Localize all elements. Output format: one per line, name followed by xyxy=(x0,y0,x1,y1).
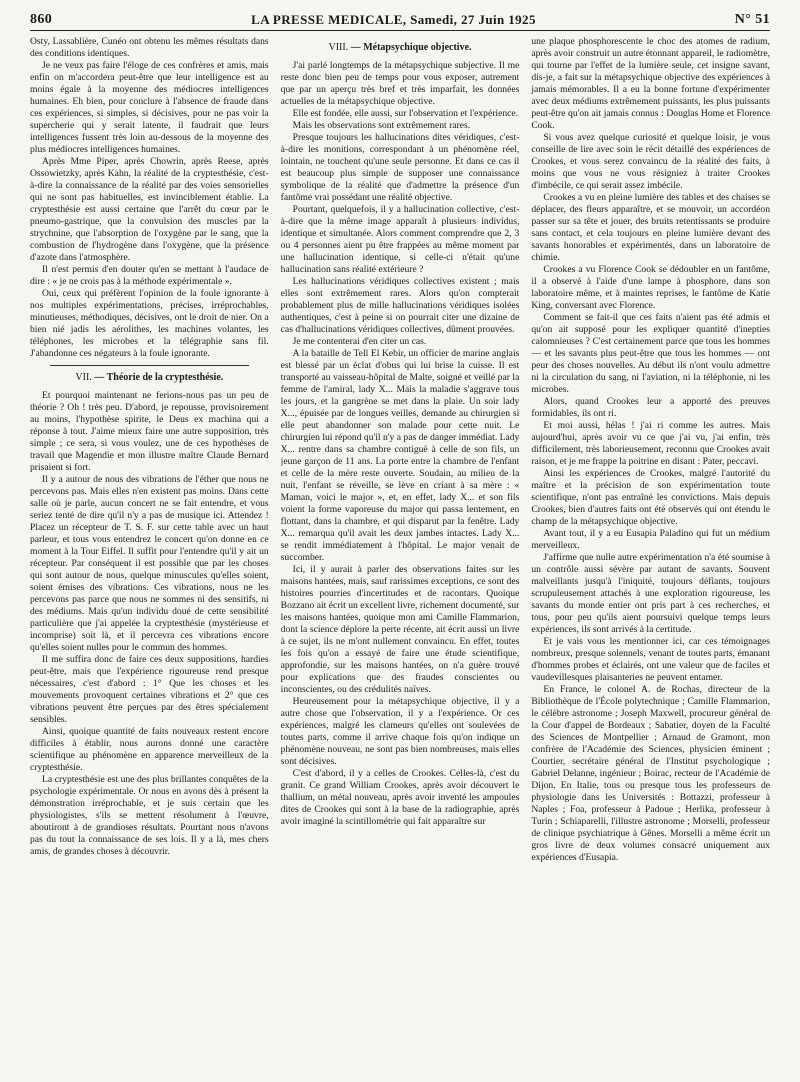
paragraph: Je ne veux pas faire l'éloge de ces confrères et amis, mais enfin on m'accordera peut-être que leur intelligence est au moins égale à la moyenne des médiocres intelligences humaines. Eh bien, pour conclure à l'absence de fraude dans ces expériences, si simples, si décisives, pour ne pas voir la supercherie qui y serait latente, il faudrait que leurs intelligences fussent très loin au-dessous de la moyenne des plus médiocres intelligences humaines. xyxy=(30,60,269,155)
section-heading-viii xyxy=(281,42,520,54)
paragraph: Et je vais vous les mentionner ici, car ces témoignages nombreux, presque solennels, venant de toutes parts, émanant d'hommes probes et éclairés, ont une valeur que de faciles et vaudevillesques plaisanteries ne peuvent entamer. xyxy=(531,636,771,683)
header-rule xyxy=(30,30,770,31)
paragraph: Je me contenterai d'en citer un cas. xyxy=(292,336,427,347)
paragraph: J'ai parlé longtemps de la métapsychique subjective. Il me reste donc bien peu de temps pour vous exposer, autrement que par un aperçu très bref et très imparfait, les données actuelles de la métapsychique objective. xyxy=(280,60,520,107)
paragraph: Et pourquoi maintenant ne ferions-nous pas un peu de théorie ? Oh ! très peu. D'abord, je repousse, provisoirement au moins, l'hypothèse spirite, le Deus ex machina qui a réponse à tout. J'aime mieux faire une autre supposition, très simple ; ce sera, si vous voulez, une de ces hypothèses de travail que Magendie et mon illustre maître Claude Bernard prisaient si fort. xyxy=(30,390,269,473)
section-heading-vii xyxy=(30,372,269,384)
section-number: VII. xyxy=(75,372,92,383)
paragraph: Crookes a vu Florence Cook se dédoubler en un fantôme, il a observé à l'aide d'une lampe à phosphore, dans son laboratoire même, et à maintes reprises, le fantôme de Katie King, conversant avec Florence. xyxy=(531,264,771,311)
paragraph: une plaque phosphorescente le choc des atomes de radium, après avoir construit un autre étonnant appareil, le radiomètre, qui tourne par l'effet de la lumière seule, cet insigne savant, dis-je, a fait sur la métapsychique objective des expériences à jamais mémorables. Il a eu la bonne fortune d'expérimenter avec deux médiums extrêmement puissants, les plus puissants peut-être qu'on ait jamais connus : Douglas Home et Florence Cook. xyxy=(531,36,771,131)
paragraph: Osty, Lassablière, Cunéo ont obtenu les mêmes résultats dans des conditions identiques. xyxy=(30,36,269,59)
paragraph: Presque toujours les hallucinations dites véridiques, c'est-à-dire les monitions, correspondant à un phénomène réel, lointain, ne touchent qu'une seule personne. Et dans ce cas il est beaucoup plus simple de supposer une connaissance symbolique de la réalité que d'admettre la présence d'un fantôme vrai possédant une réalité objective. xyxy=(280,132,520,203)
page-number: 860 xyxy=(30,12,53,27)
paragraph: Ainsi, quoique quantité de faits nouveaux restent encore difficiles à établir, nous aurons donné une caractère scientifique au phénomène en apparence merveilleux de la cryptesthésie. xyxy=(30,726,269,773)
paragraph: Oui, ceux qui préfèrent l'opinion de la foule ignorante à nos multiples expérimentations, précises, irréprochables, minutieuses, méthodiques, décisives, ont le droit de nier. On a bien nié jadis les aérolithes, les machines volantes, les téléphones, les microbes et la télégraphie sans fil. J'abandonne ces négateurs à la foule ignorante. xyxy=(30,288,269,359)
paragraph: Pourtant, quelquefois, il y a hallucination collective, c'est-à-dire que la même image apparaît à plusieurs individus, identique et simultanée. Alors comment comprendre que 2, 3 ou 4 personnes aient pu être frappées au même moment par une hallucination identique, si celle-ci n'était qu'une hallucination sans réalité extérieure ? xyxy=(280,204,520,275)
paragraph: Si vous avez quelque curiosité et quelque loisir, je vous conseille de lire avec soin le récit détaillé des expériences de Crookes, et vous serez convaincu de la réalité des faits, à moins que vous ne vous résigniez à traiter Crookes d'imbécile, ce qui serait assez imbécile. xyxy=(531,132,771,191)
paragraph: J'affirme que nulle autre expérimentation n'a été soumise à un contrôle aussi sévère par autant de savants. Souvent malveillants jusqu'à l'iniquité, toujours défiants, toujours scrupuleusement attachés à une exploration rigoureuse, les savants du monde entier ont pris part à ces recherches, et tous, pour peu qu'ils aient poursuivi quelque temps leurs expériences, ils sont arrivés à la certitude. xyxy=(531,552,771,635)
paragraph: Comment se fait-il que ces faits n'aient pas été admis et qu'on ait supposé pour les expliquer quantité d'inepties calomnieuses ? C'est certainement parce que tous les hommes — et les savants plus peut-être que tous les hommes — ont peur des choses nouvelles. Au début ils n'ont voulu admettre ni la circulation du sang, ni l'aviation, ni la téléphonie, ni les microbes. xyxy=(531,312,771,395)
paragraph: Il y a autour de nous des vibrations de l'éther que nous ne percevons pas. Mais elles n'en existent pas moins. Dans cette salle où je parle, aucun concert ne se fait entendre, et vous seriez tenté de dire qu'il n'y a pas de musique ici. Attendez ! Placez un récepteur de T. S. F. sur cette table avec un haut parleur, et tous vous entendrez le concert qu'on donne en ce moment à la Tour Eiffel. Il suffit pour l'entendre qu'il y ait un récepteur. Par conséquent il est possible que par les choses qui sont autour de nous, quelque minuscules qu'elles soient, soient émises des vibrations. Ces vibrations, nous ne les percevons pas parce que nous ne sommes ni des sensitifs, ni des médiums. Mais qu'un individu doué de cette sensibilité particulière que j'ai appelée la cryptesthésie (mystérieuse et incomprise) soit là, et il percevra ces vibrations encore qu'elles soient nulles pour le commun des hommes. xyxy=(30,474,269,653)
paragraph: Elle est fondée, elle aussi, sur l'observation et l'expérience. xyxy=(292,108,519,119)
section-title: — Métapsychique objective. xyxy=(350,42,472,53)
paragraph: Il n'est permis d'en douter qu'en se mettant à l'audace de dire : « je ne crois pas à la méthode expérimentale ». xyxy=(30,264,269,287)
paragraph: Il me suffira donc de faire ces deux suppositions, hardies peut-être, mais que l'expérience rigoureuse rend presque nécessaires, c'est d'abord : 1° Que les choses et les mouvements provoquent certaines vibrations et 2° que ces vibrations peuvent être perçues par des êtres spécialement sensibles. xyxy=(30,654,269,725)
paragraph: C'est d'abord, il y a celles de Crookes. Celles-là, c'est du granit. Ce grand William Crookes, après avoir découvert le thallium, un métal nouveau, après avoir inventé les ampoules dites de Crookes qui sont à la base de la radiographie, après avoir imaginé la scintillométrie qui fait apparaître sur xyxy=(280,768,520,827)
paragraph: Heureusement pour la métapsychique objective, il y a autre chose que l'observation, il y a l'expérience. Or ces expériences, malgré les clameurs qu'elles ont soulevées de toutes parts, comme il arrive chaque fois qu'on indique un phénomène nouveau, ne sont pas bien nombreuses, mais elles sont décisives. xyxy=(280,696,520,767)
paragraph: En France, le colonel A. de Rochas, directeur de la Bibliothèque de l'École polytechnique ; Camille Flammarion, le célèbre astronome ; Joseph Maxwell, procureur général de la Cour d'appel de Bordeaux ; Sabatier, doyen de la Faculté des Sciences de Montpellier ; Arnaud de Gramont, mon confrère de l'Académie des Sciences, physicien éminent ; Courtier, secrétaire général de l'Institut psychologique ; Gabriel Delanne, ingénieur ; Boirac, recteur de l'Académie de Dijon. En Italie, tous ou presque tous les professeurs de physiologie dans les Universités : Bottazzi, professeur à Naples ; Foa, professeur à Padoue ; Herlika, professeur à Turin ; Schiaparelli, l'illustre astronome ; Morselli, professeur de clinique psychiatrique à Gênes. Morselli a même écrit un gros livre de deux volumes consacré uniquement aux expériences d'Eusapia. xyxy=(531,684,771,863)
article-columns xyxy=(30,36,770,1076)
paragraph: Ici, il y aurait à parler des observations faites sur les maisons hantées, mais, sauf rarissimes exceptions, ce sont des histoires pourries d'incertitudes et de racontars. Quoique Bozzano ait écrit un excellent livre, richement documenté, sur les maisons hantées, quoique mon ami Camille Flammarion, dont la science déplore la perte récente, ait écrit aussi un livre à ce sujet, ils ne m'ont nullement convaincu. En effet, toutes les fois qu'on a essayé de faire une étude scientifique, approfondie, sur les maisons hantées, on n'a guère trouvé pour explications que des fraudes conscientes ou inconscientes, ou des crédulités naïves. xyxy=(280,564,520,695)
paragraph: A la bataille de Tell El Kebir, un officier de marine anglais est blessé par un éclat d'obus qui lui brise la cuisse. Il est transporté au vaisseau-hôpital de Malte, soigné et veillé par la femme de l'amiral, lady X... Mais la maladie s'aggrave tous les jours, et la gangrène se met dans la plaie. Un soir lady X..., épuisée par de longues veilles, demande au chirurgien si elle peut abandonner son malade pour cette nuit. Le chirurgien lui répond qu'il n'y a pas de danger immédiat. Lady X... rentre dans sa chambre contiguë à celle de son fils, un jeune garçon de 11 ans. La porte entre la chambre de l'enfant et celle de la mère reste ouverte. Soudain, au milieu de la nuit, l'enfant se réveille, se lève en criant à sa mère : « Maman, voici le major », et, en effet, lady X... et son fils voient la forme vaporeuse du major qui passa lentement, en flottant, dans la chambre, et qui disparut par la fenêtre. Lady X... remarqua qu'il avait les deux jambes intactes. Lady X... se rendit immédiatement à l'hôpital. Le major venait de succomber. xyxy=(280,348,520,563)
paragraph: Et moi aussi, hélas ! j'ai ri comme les autres. Mais aujourd'hui, après avoir vu ce que j'ai vu, j'ai enfin, très difficilement, très laborieusement, reconnu que Crookes avait raison, et je me frappe la poitrine en disant : Pater, peccavi. xyxy=(531,420,771,467)
issue-number: N° 51 xyxy=(734,12,770,27)
journal-title: LA PRESSE MEDICALE, Samedi, 27 Juin 1925 xyxy=(251,12,536,27)
paragraph: Avant tout, il y a eu Eusapia Paladino qui fut un médium merveilleux. xyxy=(531,528,771,551)
paragraph: Les hallucinations véridiques collectives existent ; mais elles sont extrêmement rares. Alors qu'on compterait probablement plus de mille hallucinations véridiques isolées authentiques, c'est à peine si on pourrait citer une dizaine de cas d'hallucinations véridiques collectives, dûment prouvées. xyxy=(280,276,520,335)
section-number: VIII. xyxy=(328,42,349,53)
section-title: — Théorie de la cryptesthésie. xyxy=(94,372,224,383)
paragraph: La cryptesthésie est une des plus brillantes conquêtes de la psychologie expérimentale. Or nous en avons dès à présent la démonstration irréprochable, et je suis certain que les physiologistes, s'ils se mettent résolument à l'œuvre, aboutiront à de grandioses résultats. Pourtant nous n'avons pas du tout la connaissance de ses lois. Il y a là, mes chers amis, de grandes choses à découvrir. xyxy=(30,774,269,857)
page-header xyxy=(30,6,770,28)
paragraph: Alors, quand Crookes leur a apporté des preuves formidables, ils ont ri. xyxy=(531,396,771,419)
column-1 xyxy=(30,36,269,1076)
paragraph: Après Mme Piper, après Chowrin, après Reese, après Ossowietzky, après Kahn, la réalité de la cryptesthésie, c'est-à-dire la connaissance de la réalité par des voies sensorielles qui ne sont pas habituelles, est invinciblement établie. La cryptesthésie est aussi certaine que l'arrêt du cœur par le pneumo-gastrique, que la convulsion des muscles par la strychnine, que l'absorption de l'oxygène par le sang, que la combustion de l'hydrogène dans l'oxygène, que la présence d'azote dans l'atmosphère. xyxy=(30,156,269,263)
column-2 xyxy=(281,36,520,1076)
column-3 xyxy=(531,36,770,1076)
paragraph: Ainsi les expériences de Crookes, malgré l'autorité du maître et la précision de son expérimentation toute scientifique, n'ont pas entraîné les convictions. Mais depuis Crookes, bien d'autres faits ont été observés qui ont étendu le champ de la métapsychique objective. xyxy=(531,468,771,527)
paragraph: Mais les observations sont extrêmement rares. xyxy=(292,120,471,131)
section-separator xyxy=(50,365,249,366)
paragraph: Crookes a vu en pleine lumière des tables et des chaises se déplacer, des fleurs apparaître, et se mouvoir, un accordéon passer sur sa tête et jouer, des bruits retentissants se produire sans contact, et cela toujours en pleine lumière devant des savants honorables et expérimentés, dans un laboratoire de chimie. xyxy=(531,192,771,263)
